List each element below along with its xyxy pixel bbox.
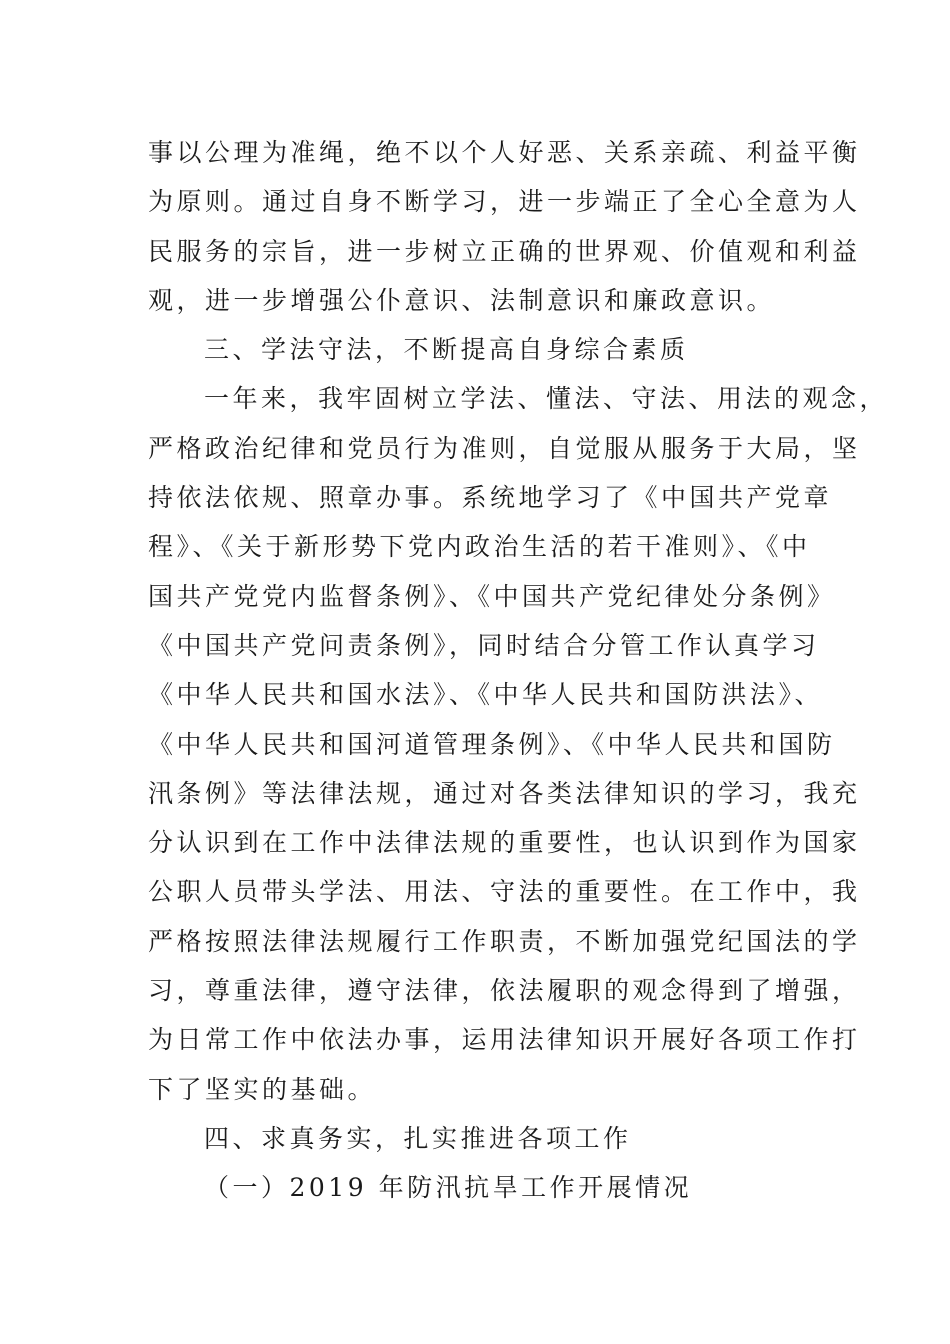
text-line: 事以公理为准绳，绝不以个人好恶、关系亲疏、利益平衡 (148, 138, 861, 167)
text-line: 国共产党党内监督条例》、《中国共产党纪律处分条例》 (148, 581, 836, 611)
text-line: 严格政治纪律和党员行为准则，自觉服从服务于大局，坚 (148, 433, 861, 463)
text-line: 《中华人民共和国河道管理条例》、《中华人民共和国防 (148, 729, 836, 759)
document-body (148, 128, 889, 1213)
text-line: 四、求真务实，扎实推进各项工作 (204, 1123, 632, 1153)
text-line: 公职人员带头学法、用法、守法的重要性。在工作中，我 (148, 877, 861, 907)
text-line: 观，进一步增强公仆意识、法制意识和廉政意识。 (148, 285, 776, 315)
text-line: 严格按照法律法规履行工作职责，不断加强党纪国法的学 (148, 926, 861, 956)
text-line: 民服务的宗旨，进一步树立正确的世界观、价值观和利益 (148, 236, 861, 266)
text-line: 为原则。通过自身不断学习，进一步端正了全心全意为人 (148, 187, 861, 217)
text-line: 习，尊重法律，遵守法律，依法履职的观念得到了增强， (148, 976, 861, 1006)
text-line: 一年来，我牢固树立学法、懂法、守法、用法的观念， (204, 384, 889, 414)
text-line: 持依法依规、照章办事。系统地学习了《中国共产党章 (148, 483, 833, 513)
text-line: 三、学法守法，不断提高自身综合素质 (204, 335, 689, 365)
text-line: （一）2019 年防汛抗旱工作开展情况 (204, 1173, 693, 1203)
text-line: 下了坚实的基础。 (148, 1074, 377, 1104)
text-line: 分认识到在工作中法律法规的重要性，也认识到作为国家 (148, 828, 861, 858)
text-line: 《中国共产党问责条例》，同时结合分管工作认真学习 (148, 630, 820, 660)
text-line: 《中华人民共和国水法》、《中华人民共和国防洪法》、 (148, 680, 824, 710)
text-line: 程》、《关于新形势下党内政治生活的若干准则》、《中 (148, 532, 811, 562)
text-line: 汛条例》等法律法规，通过对各类法律知识的学习，我充 (148, 778, 861, 808)
text-line: 为日常工作中依法办事，运用法律知识开展好各项工作打 (148, 1025, 861, 1055)
